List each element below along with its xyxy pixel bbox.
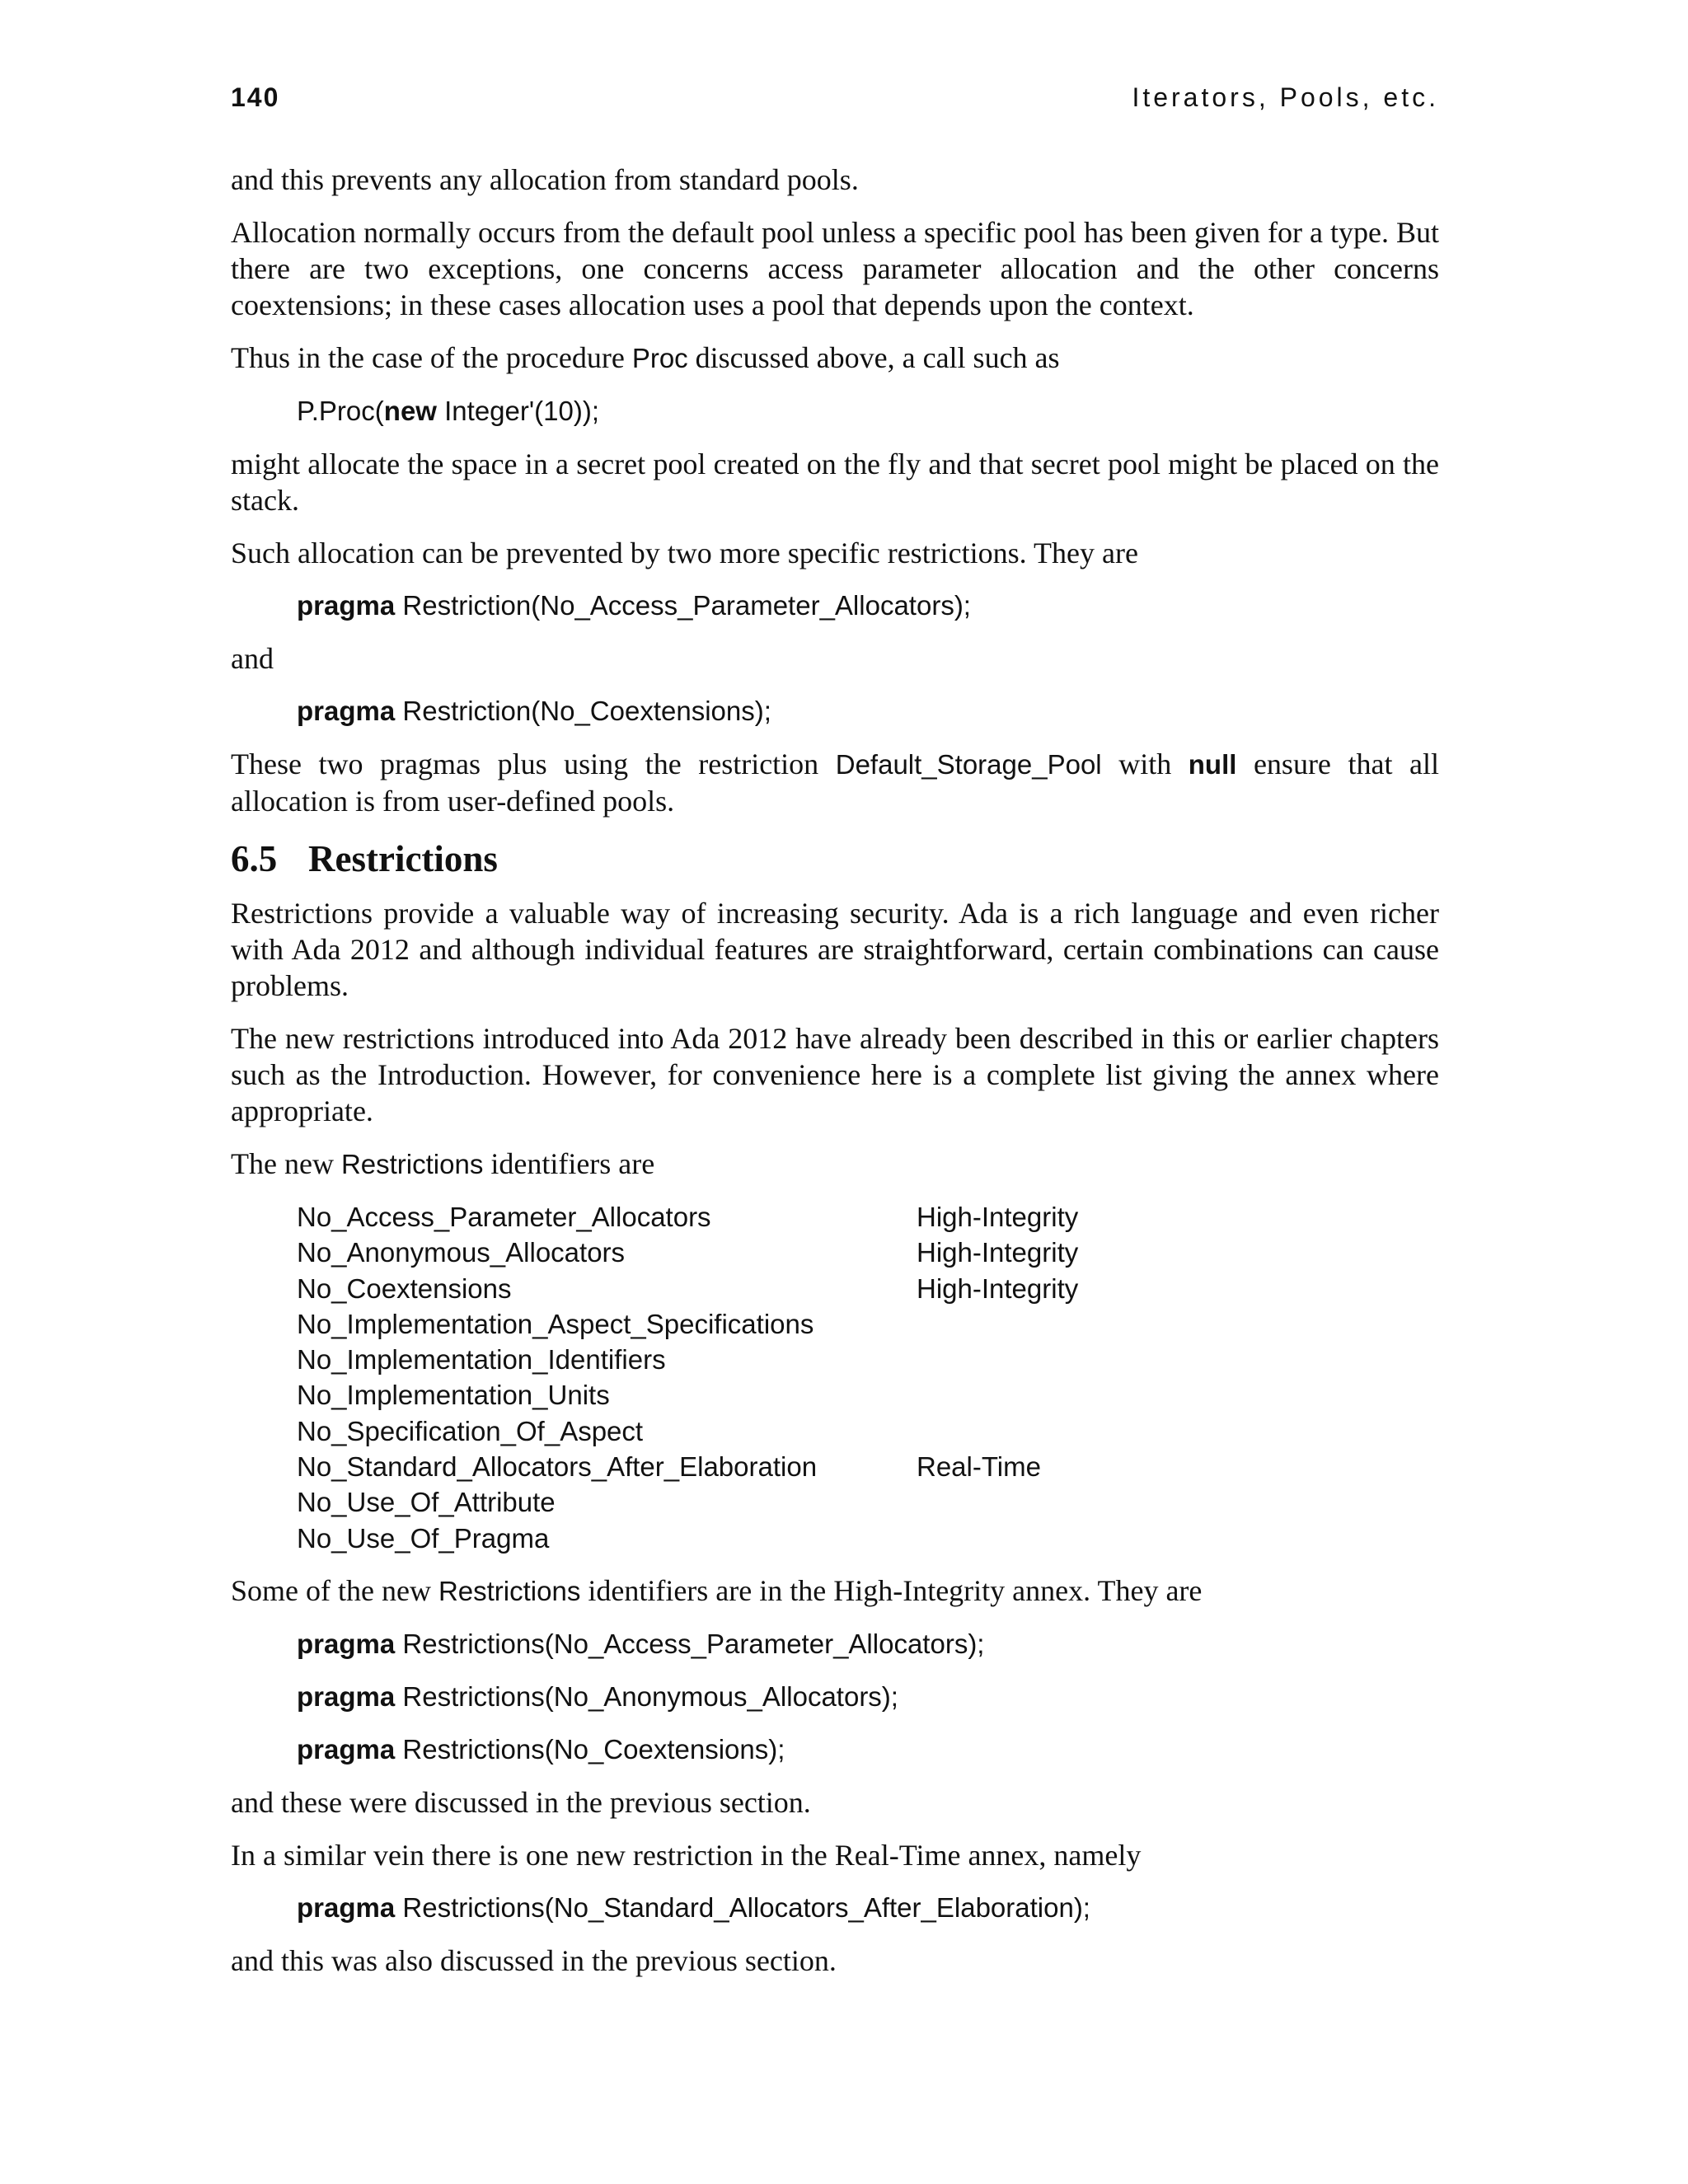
section-number: 6.5 bbox=[231, 838, 278, 879]
restriction-annex bbox=[917, 1521, 1439, 1556]
text-run: Thus in the case of the procedure bbox=[231, 341, 632, 374]
paragraph: Allocation normally occurs from the default pool unless a specific pool has been given for a type. But there are two exceptions, one concerns access parameter allocation and the other concerns coextensions; in these cases allocation uses a pool that depends upon the context. bbox=[231, 216, 1439, 321]
inline-code: Restrictions bbox=[340, 1149, 484, 1179]
paragraph: and this was also discussed in the previous section. bbox=[231, 1943, 837, 1977]
code-text: Restrictions(No_Anonymous_Allocators); bbox=[395, 1680, 898, 1712]
restrictions-table bbox=[297, 1199, 1439, 1556]
code-text: Integer'(10)); bbox=[436, 396, 600, 426]
code-text: Restriction(No_Coextensions); bbox=[395, 696, 771, 726]
code-line bbox=[297, 588, 1439, 624]
restriction-annex: High-Integrity bbox=[917, 1237, 1079, 1268]
restriction-name: No_Coextensions bbox=[297, 1272, 512, 1304]
restriction-name: No_Implementation_Aspect_Specifications bbox=[297, 1308, 814, 1339]
code-keyword: pragma bbox=[297, 1680, 396, 1712]
text-run: The new bbox=[231, 1147, 341, 1180]
restriction-annex bbox=[917, 1306, 1439, 1342]
page-header bbox=[231, 82, 1439, 119]
restriction-name: No_Implementation_Identifiers bbox=[297, 1344, 666, 1376]
restriction-annex bbox=[917, 1413, 1439, 1449]
page-number: 140 bbox=[231, 82, 280, 112]
code-line bbox=[297, 393, 1439, 429]
paragraph: Restrictions provide a valuable way of increasing security. Ada is a rich language and even richer with Ada 2012 and although individual features are straightforward, certain combinations can cause problems. bbox=[231, 897, 1439, 1002]
code-text: Restriction(No_Access_Parameter_Allocators); bbox=[395, 590, 971, 621]
text-run: identifiers are bbox=[483, 1147, 655, 1180]
table-row bbox=[297, 1235, 1439, 1270]
text-run: discussed above, a call such as bbox=[687, 341, 1060, 374]
table-row bbox=[297, 1377, 1439, 1413]
table-row bbox=[297, 1521, 1439, 1556]
table-row bbox=[297, 1413, 1439, 1449]
paragraph: The new restrictions introduced into Ada 2012 have already been described in this or earlier chapters such as the Introduction. However, for convenience here is a complete list giving the annex where appropriate. bbox=[231, 1022, 1439, 1127]
restriction-name: No_Standard_Allocators_After_Elaboration bbox=[297, 1451, 818, 1483]
text-run: Some of the new bbox=[231, 1573, 438, 1607]
code-keyword: pragma bbox=[297, 1733, 396, 1765]
code-keyword: new bbox=[383, 396, 437, 426]
code-keyword: pragma bbox=[297, 590, 396, 621]
inline-keyword: null bbox=[1188, 749, 1237, 780]
table-row bbox=[297, 1342, 1439, 1377]
restriction-name: No_Specification_Of_Aspect bbox=[297, 1415, 644, 1446]
table-row bbox=[297, 1306, 1439, 1342]
code-keyword: pragma bbox=[297, 1891, 396, 1923]
code-line bbox=[297, 1679, 1439, 1715]
table-row bbox=[297, 1449, 1439, 1484]
paragraph: Such allocation can be prevented by two more specific restrictions. They are bbox=[231, 537, 1138, 569]
inline-code: Proc bbox=[631, 343, 688, 373]
code-text: Restrictions(No_Coextensions); bbox=[395, 1733, 785, 1765]
text-run: identifiers are in the High-Integrity annex. They are bbox=[580, 1573, 1203, 1607]
paragraph bbox=[231, 746, 1439, 819]
inline-code: Default_Storage_Pool bbox=[835, 749, 1102, 780]
code-text: Restrictions(No_Standard_Allocators_After_Elaboration); bbox=[395, 1891, 1090, 1923]
code-line bbox=[297, 1626, 1439, 1662]
code-line bbox=[297, 1732, 1439, 1768]
paragraph: and bbox=[231, 642, 274, 675]
text-run: with bbox=[1101, 748, 1189, 780]
inline-code: Restrictions bbox=[438, 1575, 581, 1606]
paragraph: In a similar vein there is one new restriction in the Real-Time annex, namely bbox=[231, 1838, 1142, 1872]
restriction-annex: Real-Time bbox=[917, 1451, 1041, 1483]
code-keyword: pragma bbox=[297, 1628, 396, 1659]
paragraph: and these were discussed in the previous section. bbox=[231, 1785, 811, 1819]
code-keyword: pragma bbox=[297, 696, 396, 726]
table-row bbox=[297, 1484, 1439, 1520]
paragraph bbox=[231, 1146, 1439, 1183]
restriction-name: No_Implementation_Units bbox=[297, 1380, 610, 1411]
section-heading bbox=[231, 836, 1439, 882]
restriction-name: No_Anonymous_Allocators bbox=[297, 1237, 626, 1268]
paragraph: might allocate the space in a secret pool created on the fly and that secret pool might be placed on the stack. bbox=[231, 448, 1439, 517]
table-row bbox=[297, 1271, 1439, 1306]
running-title: Iterators, Pools, etc. bbox=[1132, 82, 1439, 112]
code-text: P.Proc( bbox=[297, 396, 384, 426]
restriction-annex: High-Integrity bbox=[917, 1272, 1079, 1304]
restriction-name: No_Use_Of_Pragma bbox=[297, 1522, 550, 1554]
code-line bbox=[297, 693, 1439, 729]
text-run: ensure that all allocation is from user-defined pools. bbox=[231, 748, 1439, 818]
restriction-name: No_Access_Parameter_Allocators bbox=[297, 1202, 711, 1232]
table-row bbox=[297, 1199, 1439, 1235]
code-text: Restrictions(No_Access_Parameter_Allocators); bbox=[395, 1628, 985, 1659]
section-title: Restrictions bbox=[308, 838, 498, 879]
restriction-annex bbox=[917, 1484, 1439, 1520]
restriction-annex: High-Integrity bbox=[917, 1202, 1079, 1232]
restriction-name: No_Use_Of_Attribute bbox=[297, 1487, 556, 1518]
code-line bbox=[297, 1890, 1439, 1926]
restriction-annex bbox=[917, 1377, 1439, 1413]
paragraph bbox=[231, 1572, 1439, 1610]
paragraph: and this prevents any allocation from standard pools. bbox=[231, 163, 859, 196]
restriction-annex bbox=[917, 1342, 1439, 1377]
page-body bbox=[231, 162, 1439, 1995]
paragraph bbox=[231, 340, 1439, 377]
text-run: These two pragmas plus using the restriction bbox=[231, 748, 836, 780]
